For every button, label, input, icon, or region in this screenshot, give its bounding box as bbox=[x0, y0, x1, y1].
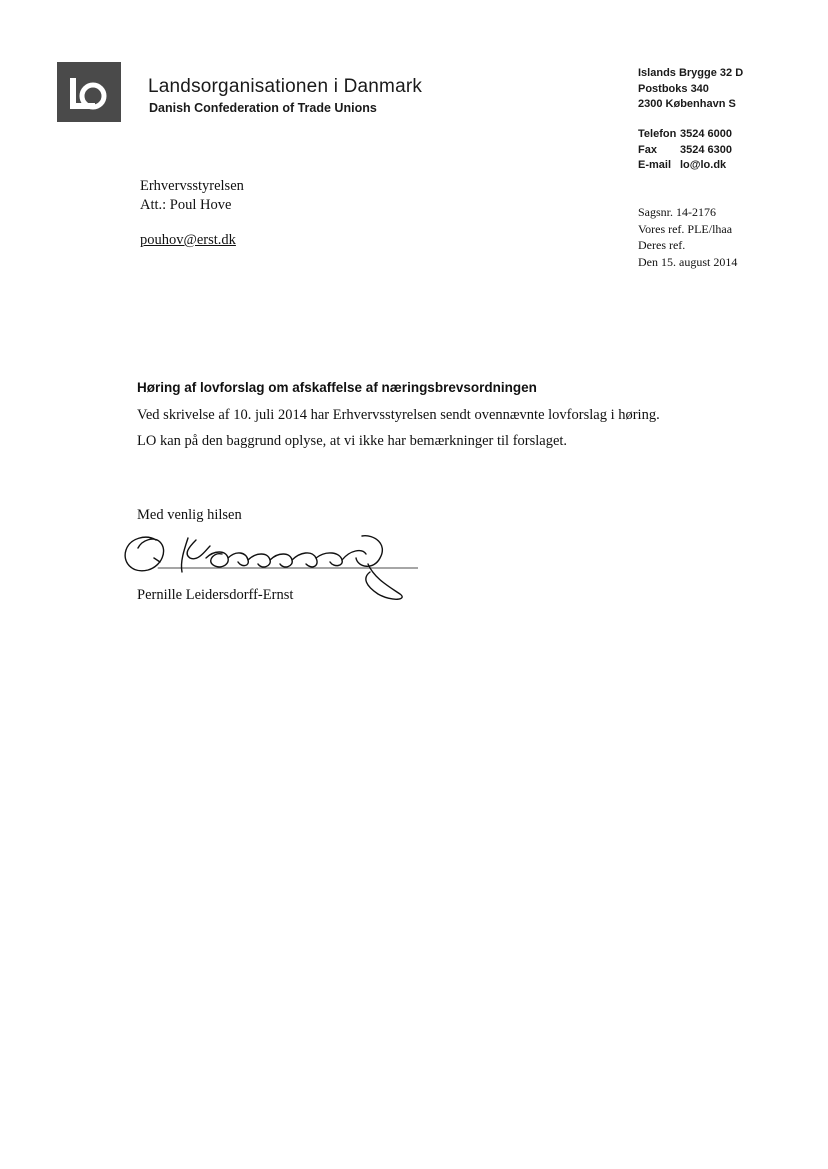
body-paragraph: LO kan på den baggrund oplyse, at vi ikke har bemærkninger til forslaget. bbox=[137, 433, 568, 449]
org-name: Landsorganisationen i Danmark bbox=[148, 76, 423, 97]
letter-date: Den 15. august 2014 bbox=[638, 254, 738, 269]
contact-value: 3524 6000 bbox=[680, 128, 732, 140]
recipient-block bbox=[140, 177, 244, 215]
contact-label: Telefon bbox=[638, 128, 677, 140]
letter-subject: Høring af lovforslag om afskaffelse af næringsbrevsordningen bbox=[137, 380, 537, 395]
our-reference: Vores ref. PLE/lhaa bbox=[638, 221, 733, 236]
lo-logo-icon bbox=[57, 62, 121, 122]
your-reference: Deres ref. bbox=[638, 238, 686, 252]
letter-body bbox=[137, 406, 677, 458]
contact-phone bbox=[638, 127, 732, 143]
contact-value: 3524 6300 bbox=[680, 143, 732, 156]
contact-fax bbox=[638, 143, 732, 159]
sender-contact bbox=[638, 127, 732, 174]
recipient-organization: Erhvervsstyrelsen bbox=[140, 178, 244, 194]
contact-email bbox=[638, 158, 732, 174]
address-line: Islands Brygge 32 D bbox=[638, 67, 744, 79]
case-number: Sagsnr. 14-2176 bbox=[638, 205, 716, 219]
recipient-attention: Att.: Poul Hove bbox=[140, 197, 232, 213]
contact-label: E-mail bbox=[638, 159, 672, 171]
signer-name: Pernille Leidersdorff-Ernst bbox=[137, 587, 294, 603]
contact-label: Fax bbox=[638, 143, 657, 156]
address-line: Postboks 340 bbox=[638, 82, 709, 95]
address-line: 2300 København S bbox=[638, 98, 736, 110]
body-paragraph: Ved skrivelse af 10. juli 2014 har Erhvervsstyrelsen sendt ovennævnte lovforslag i høring. bbox=[137, 407, 660, 423]
contact-value: lo@lo.dk bbox=[680, 159, 727, 171]
sender-address bbox=[638, 66, 743, 113]
org-name-english: Danish Confederation of Trade Unions bbox=[149, 101, 377, 115]
recipient-email-link[interactable]: pouhov@erst.dk bbox=[140, 232, 236, 248]
reference-block bbox=[638, 204, 737, 270]
letter-closing: Med venlig hilsen bbox=[137, 507, 242, 523]
